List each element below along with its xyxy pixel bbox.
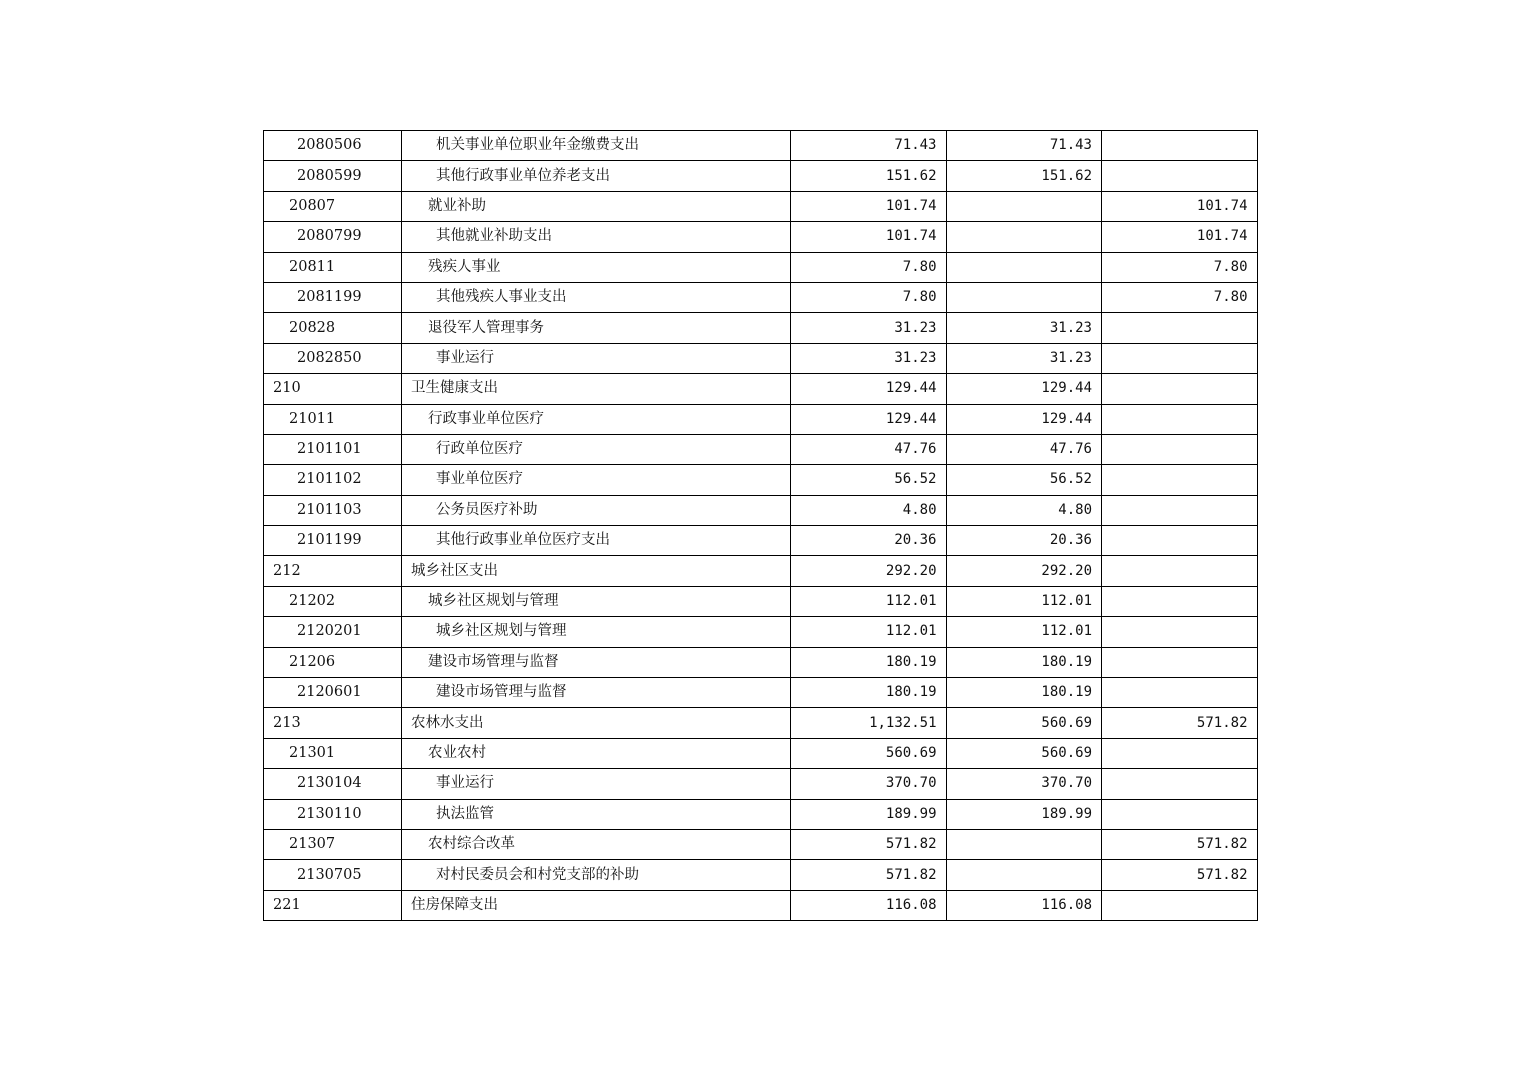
project-expenditure-cell [1102,343,1258,373]
table-row [264,191,1258,221]
table-row [264,738,1258,768]
subject-name-cell: 城乡社区支出 [402,556,791,586]
subject-name-cell: 城乡社区规划与管理 [402,617,791,647]
basic-expenditure-cell: 370.70 [946,769,1102,799]
project-expenditure-cell [1102,678,1258,708]
subject-name-cell: 事业单位医疗 [402,465,791,495]
subject-name-cell: 公务员医疗补助 [402,495,791,525]
subject-code-cell: 21206 [264,647,402,677]
basic-expenditure-cell: 560.69 [946,738,1102,768]
total-amount-cell: 370.70 [791,769,947,799]
basic-expenditure-cell [946,222,1102,252]
subject-name-cell: 其他行政事业单位医疗支出 [402,526,791,556]
total-amount-cell: 1,132.51 [791,708,947,738]
subject-code-cell: 2080506 [264,131,402,161]
basic-expenditure-cell [946,860,1102,890]
subject-name-cell: 其他就业补助支出 [402,222,791,252]
total-amount-cell: 180.19 [791,647,947,677]
basic-expenditure-cell: 292.20 [946,556,1102,586]
total-amount-cell: 71.43 [791,131,947,161]
expenditure-table-page [263,130,1257,921]
subject-name-cell: 残疾人事业 [402,252,791,282]
total-amount-cell: 47.76 [791,434,947,464]
project-expenditure-cell [1102,647,1258,677]
table-row [264,556,1258,586]
basic-expenditure-cell [946,252,1102,282]
basic-expenditure-cell: 31.23 [946,313,1102,343]
basic-expenditure-cell: 180.19 [946,678,1102,708]
table-row [264,495,1258,525]
subject-code-cell: 2082850 [264,343,402,373]
subject-code-cell: 20828 [264,313,402,343]
project-expenditure-cell: 571.82 [1102,708,1258,738]
project-expenditure-cell [1102,556,1258,586]
basic-expenditure-cell [946,282,1102,312]
subject-name-cell: 建设市场管理与监督 [402,647,791,677]
subject-name-cell: 农村综合改革 [402,829,791,859]
subject-code-cell: 2130104 [264,769,402,799]
basic-expenditure-cell: 112.01 [946,586,1102,616]
subject-code-cell: 2101199 [264,526,402,556]
total-amount-cell: 571.82 [791,829,947,859]
table-row [264,161,1258,191]
subject-name-cell: 农业农村 [402,738,791,768]
project-expenditure-cell [1102,313,1258,343]
subject-name-cell: 行政单位医疗 [402,434,791,464]
table-row [264,404,1258,434]
subject-name-cell: 事业运行 [402,343,791,373]
subject-code-cell: 2080799 [264,222,402,252]
project-expenditure-cell [1102,586,1258,616]
basic-expenditure-cell: 31.23 [946,343,1102,373]
total-amount-cell: 129.44 [791,404,947,434]
basic-expenditure-cell: 129.44 [946,374,1102,404]
total-amount-cell: 4.80 [791,495,947,525]
basic-expenditure-cell: 71.43 [946,131,1102,161]
table-row [264,769,1258,799]
total-amount-cell: 180.19 [791,678,947,708]
project-expenditure-cell [1102,434,1258,464]
project-expenditure-cell [1102,495,1258,525]
subject-code-cell: 20807 [264,191,402,221]
basic-expenditure-cell: 20.36 [946,526,1102,556]
table-row [264,313,1258,343]
subject-name-cell: 退役军人管理事务 [402,313,791,343]
project-expenditure-cell: 101.74 [1102,191,1258,221]
subject-code-cell: 2120601 [264,678,402,708]
subject-name-cell: 建设市场管理与监督 [402,678,791,708]
subject-code-cell: 2120201 [264,617,402,647]
table-row [264,222,1258,252]
total-amount-cell: 116.08 [791,890,947,920]
total-amount-cell: 571.82 [791,860,947,890]
basic-expenditure-cell: 151.62 [946,161,1102,191]
subject-code-cell: 213 [264,708,402,738]
subject-code-cell: 21011 [264,404,402,434]
subject-name-cell: 住房保障支出 [402,890,791,920]
subject-code-cell: 221 [264,890,402,920]
table-row [264,890,1258,920]
table-row [264,434,1258,464]
table-row [264,799,1258,829]
basic-expenditure-cell: 56.52 [946,465,1102,495]
basic-expenditure-cell: 112.01 [946,617,1102,647]
total-amount-cell: 56.52 [791,465,947,495]
total-amount-cell: 31.23 [791,343,947,373]
project-expenditure-cell [1102,617,1258,647]
subject-code-cell: 2130110 [264,799,402,829]
table-row [264,343,1258,373]
subject-name-cell: 其他行政事业单位养老支出 [402,161,791,191]
project-expenditure-cell [1102,769,1258,799]
basic-expenditure-cell: 116.08 [946,890,1102,920]
basic-expenditure-cell: 4.80 [946,495,1102,525]
table-row [264,860,1258,890]
table-row [264,647,1258,677]
subject-name-cell: 城乡社区规划与管理 [402,586,791,616]
subject-code-cell: 2080599 [264,161,402,191]
basic-expenditure-cell: 180.19 [946,647,1102,677]
subject-name-cell: 就业补助 [402,191,791,221]
table-row [264,829,1258,859]
table-row [264,586,1258,616]
subject-code-cell: 20811 [264,252,402,282]
total-amount-cell: 129.44 [791,374,947,404]
project-expenditure-cell [1102,465,1258,495]
total-amount-cell: 189.99 [791,799,947,829]
project-expenditure-cell: 101.74 [1102,222,1258,252]
total-amount-cell: 292.20 [791,556,947,586]
basic-expenditure-cell [946,829,1102,859]
project-expenditure-cell [1102,131,1258,161]
subject-name-cell: 执法监管 [402,799,791,829]
table-row [264,252,1258,282]
expenditure-table [263,130,1258,921]
subject-code-cell: 21202 [264,586,402,616]
total-amount-cell: 101.74 [791,191,947,221]
subject-name-cell: 卫生健康支出 [402,374,791,404]
basic-expenditure-cell [946,191,1102,221]
basic-expenditure-cell: 129.44 [946,404,1102,434]
total-amount-cell: 112.01 [791,586,947,616]
subject-name-cell: 其他残疾人事业支出 [402,282,791,312]
subject-name-cell: 农林水支出 [402,708,791,738]
subject-code-cell: 21307 [264,829,402,859]
project-expenditure-cell [1102,374,1258,404]
subject-code-cell: 21301 [264,738,402,768]
subject-code-cell: 2130705 [264,860,402,890]
subject-code-cell: 210 [264,374,402,404]
table-row [264,708,1258,738]
subject-name-cell: 对村民委员会和村党支部的补助 [402,860,791,890]
project-expenditure-cell: 7.80 [1102,282,1258,312]
table-row [264,678,1258,708]
project-expenditure-cell [1102,161,1258,191]
project-expenditure-cell: 571.82 [1102,860,1258,890]
table-row [264,526,1258,556]
table-row [264,282,1258,312]
subject-code-cell: 2081199 [264,282,402,312]
subject-code-cell: 2101101 [264,434,402,464]
subject-name-cell: 行政事业单位医疗 [402,404,791,434]
total-amount-cell: 7.80 [791,282,947,312]
basic-expenditure-cell: 560.69 [946,708,1102,738]
table-row [264,465,1258,495]
project-expenditure-cell: 7.80 [1102,252,1258,282]
total-amount-cell: 31.23 [791,313,947,343]
project-expenditure-cell [1102,526,1258,556]
table-row [264,617,1258,647]
total-amount-cell: 101.74 [791,222,947,252]
total-amount-cell: 20.36 [791,526,947,556]
subject-code-cell: 2101102 [264,465,402,495]
project-expenditure-cell: 571.82 [1102,829,1258,859]
table-row [264,374,1258,404]
subject-code-cell: 2101103 [264,495,402,525]
project-expenditure-cell [1102,799,1258,829]
project-expenditure-cell [1102,738,1258,768]
basic-expenditure-cell: 47.76 [946,434,1102,464]
project-expenditure-cell [1102,404,1258,434]
total-amount-cell: 560.69 [791,738,947,768]
subject-name-cell: 事业运行 [402,769,791,799]
subject-code-cell: 212 [264,556,402,586]
project-expenditure-cell [1102,890,1258,920]
basic-expenditure-cell: 189.99 [946,799,1102,829]
subject-name-cell: 机关事业单位职业年金缴费支出 [402,131,791,161]
total-amount-cell: 151.62 [791,161,947,191]
total-amount-cell: 112.01 [791,617,947,647]
total-amount-cell: 7.80 [791,252,947,282]
table-body [264,131,1258,921]
table-row [264,131,1258,161]
